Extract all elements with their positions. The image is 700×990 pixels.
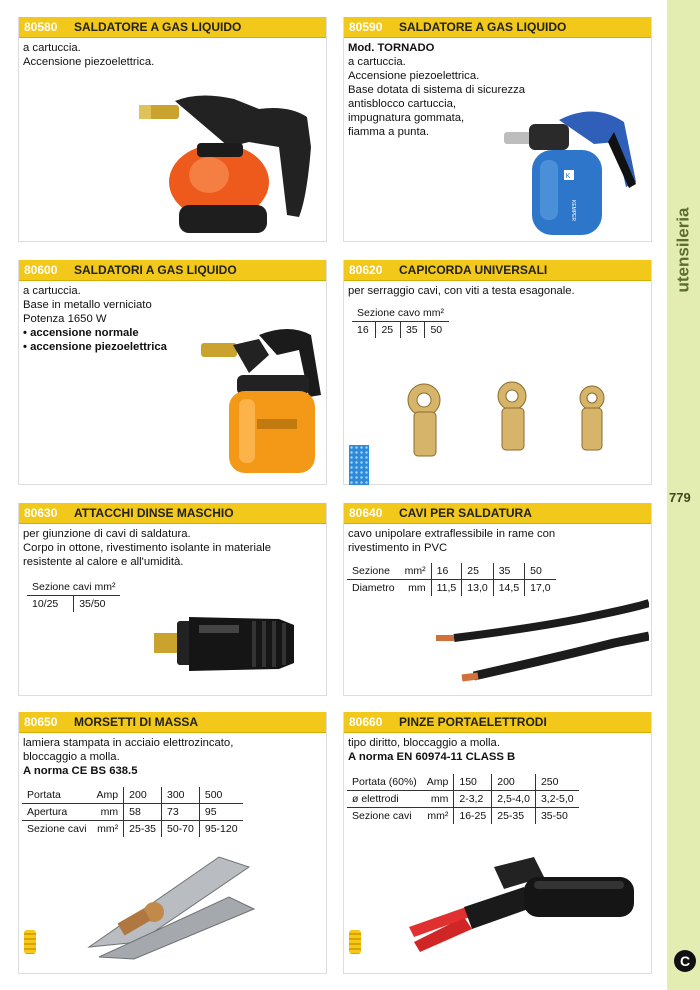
product-code: 80620 [349,263,383,277]
product-description: a cartuccia. Accensione piezoelettrica. [23,42,155,68]
product-code: 80590 [349,20,383,34]
product-title: SALDATORE A GAS LIQUIDO [399,20,567,34]
product-title: CAPICORDA UNIVERSALI [399,263,548,277]
product-description: Mod. TORNADO a cartuccia. Accensione piezoelettrica. Base dotata di sistema di sicurezza antisblocco cartuccia, impugnatura gommata, fiamma a punta. [348,42,526,138]
product-code: 80650 [24,715,58,729]
product-title: ATTACCHI DINSE MASCHIO [74,506,234,520]
spec-table: Portata (60%) Amp 150 200 250 ø elettrodi mm 2-3,2 2,5-4,0 3,2-5,0 Sezione cavi mm² 16-25 25-35 35-50 [347,774,579,824]
cable-lugs-image [394,370,644,465]
spring-badge-icon [349,930,361,954]
card-header [19,503,326,523]
gas-torch-image [139,87,319,237]
product-card-80580 [18,17,327,242]
product-code: 80600 [24,263,58,277]
electrode-holder-image [394,847,644,962]
product-code: 80630 [24,506,58,520]
card-header [344,17,651,37]
product-title: SALDATORI A GAS LIQUIDO [74,263,237,277]
product-description: per giunzione di cavi di saldatura. Corpo in ottone, rivestimento isolante in materiale resistente al calore e all'umidità. [23,528,272,568]
spec-table: Portata Amp 200 300 500 Apertura mm 58 73 95 Sezione cavi mm² 25-35 50-70 95-120 [22,787,243,837]
product-description: cavo unipolare extraflessibile in rame con rivestimento in PVC [348,528,556,554]
product-code: 80640 [349,506,383,520]
product-card-80640 [343,503,652,696]
card-header [344,503,651,523]
product-card-80590 [343,17,652,242]
packaging-icon [349,445,369,485]
product-code: 80580 [24,20,58,34]
product-card-80650 [18,712,327,974]
product-description: tipo diritto, bloccaggio a molla. A norma EN 60974-11 CLASS B [348,737,516,763]
product-title: PINZE PORTAELETTRODI [399,715,547,729]
product-title: MORSETTI DI MASSA [74,715,199,729]
card-header [344,712,651,732]
card-header [19,260,326,280]
tornado-torch-image [504,102,644,242]
product-card-80600 [18,260,327,485]
brand-label: KEMPER [570,200,576,222]
product-description: per serraggio cavi, con viti a testa esagonale. [348,285,575,297]
metal-torch-image [199,325,329,480]
card-header [19,17,326,37]
section-title: utensileria [674,207,694,293]
dinse-connector-image [149,603,319,688]
product-code: 80660 [349,715,383,729]
product-description: a cartuccia. Base in metallo verniciato Potenza 1650 W • accensione normale • accensione piezoelettrica [23,285,167,353]
product-card-80660 [343,712,652,974]
ground-clamp-image [79,847,259,962]
product-description: lamiera stampata in acciaio elettrozincato, bloccaggio a molla. A norma CE BS 638.5 [23,737,234,777]
page-number: 779 [669,490,691,505]
spec-table: Sezione cavi mm² 10/25 35/50 [27,579,120,612]
welding-cables-image [434,598,649,693]
spec-table: Sezione mm² 16 25 35 50 Diametro mm 11,5 13,0 14,5 17,0 [347,563,556,596]
card-header [19,712,326,732]
corner-logo-icon: C [674,950,696,972]
product-card-80630 [18,503,327,696]
product-title: SALDATORE A GAS LIQUIDO [74,20,242,34]
product-card-80620 [343,260,652,485]
product-title: CAVI PER SALDATURA [399,506,532,520]
spec-table: Sezione cavo mm² 16 25 35 50 [352,305,449,338]
spring-badge-icon [24,930,36,954]
svg-text:K: K [565,173,571,180]
card-header [344,260,651,280]
